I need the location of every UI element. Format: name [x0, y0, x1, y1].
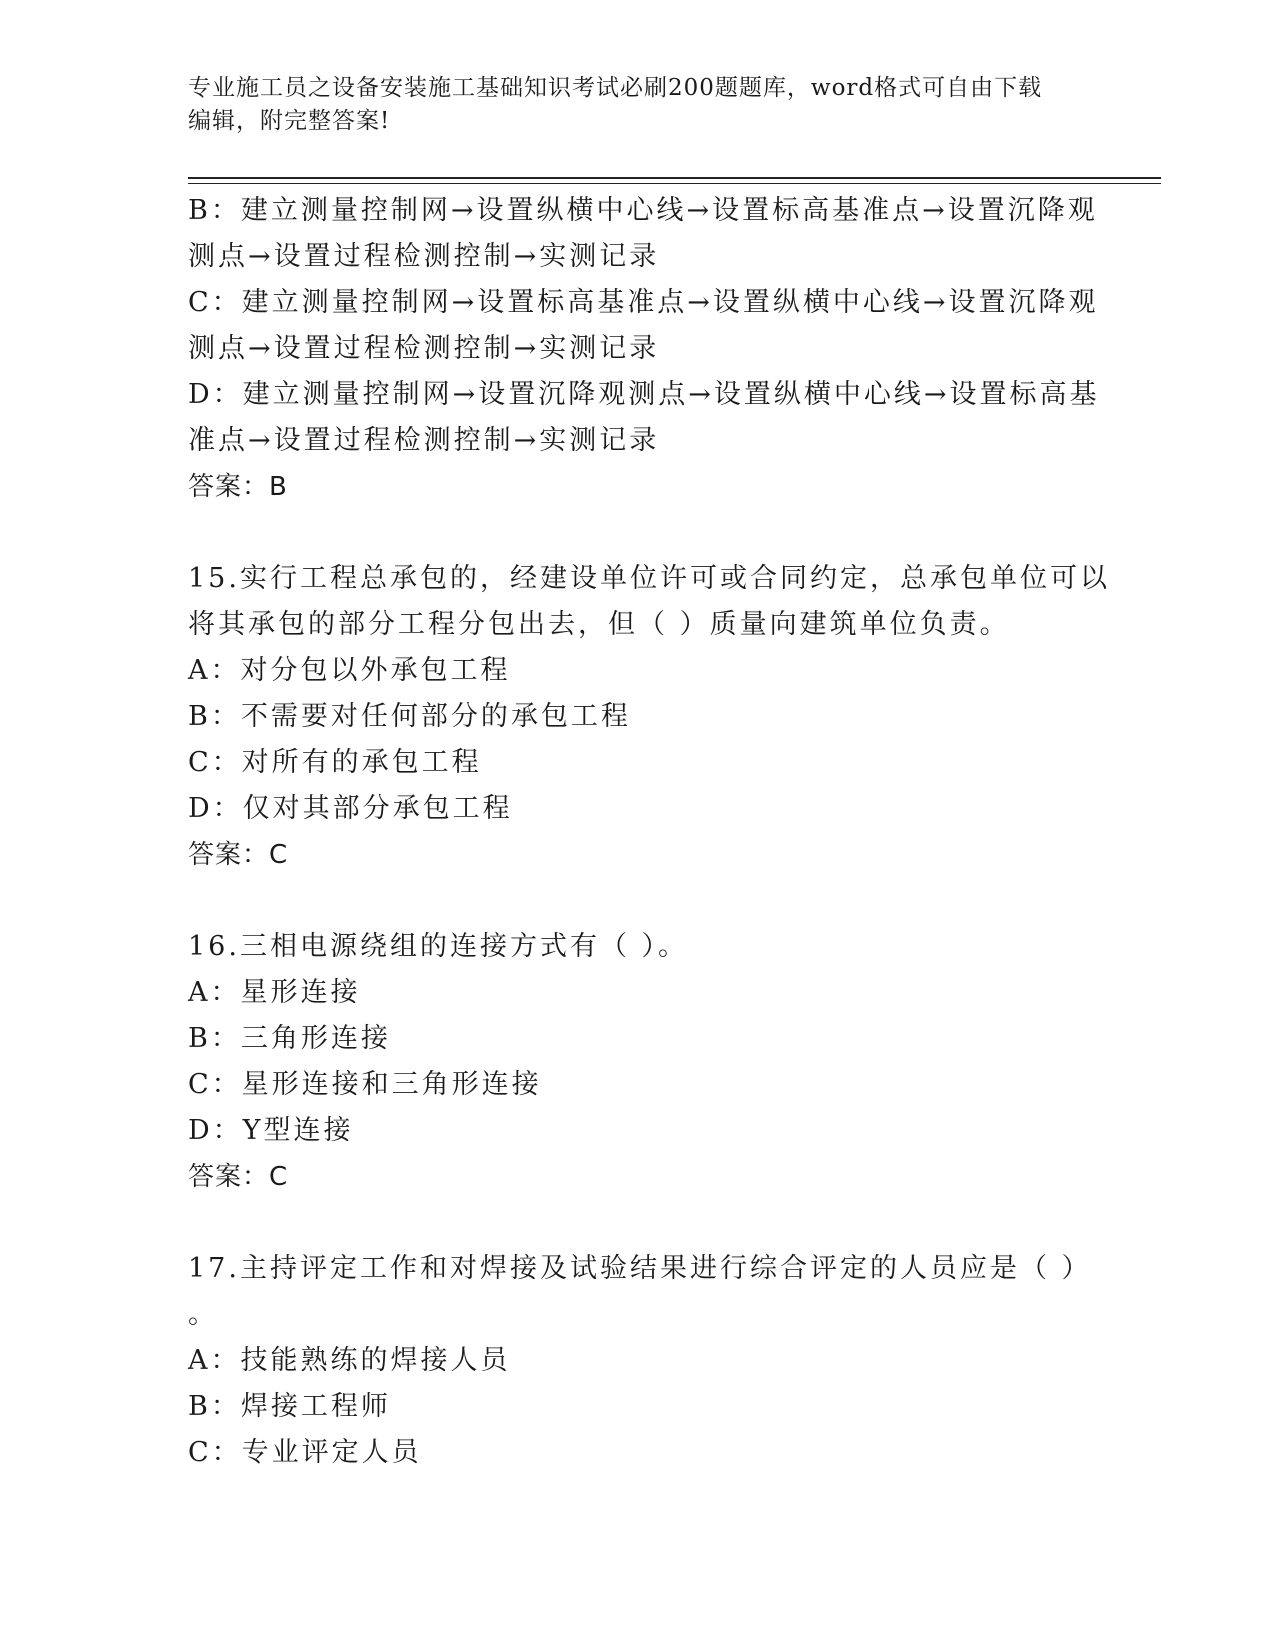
q16-option-a: A：星形连接: [188, 977, 361, 1008]
q14-option-d-line-2: 准点→设置过程检测控制→实测记录: [188, 425, 660, 456]
q15-stem-line-2: 将其承包的部分工程分包出去，但（ ）质量向建筑单位负责。: [188, 609, 1010, 640]
question-17: [188, 1246, 1092, 1476]
q17-option-b: B：焊接工程师: [188, 1391, 391, 1422]
q17-option-a: A：技能熟练的焊接人员: [188, 1345, 511, 1376]
q14-option-b-line-1: B：建立测量控制网→设置纵横中心线→设置标高基准点→设置沉降观: [188, 195, 1098, 226]
q17-option-c: C：专业评定人员: [188, 1437, 422, 1468]
q17-stem-line-2: 。: [188, 1299, 218, 1330]
q17-stem-line-1: 17.主持评定工作和对焊接及试验结果进行综合评定的人员应是（ ）: [188, 1253, 1092, 1284]
header-divider-thin: [188, 183, 1161, 184]
q16-option-c: C：星形连接和三角形连接: [188, 1069, 542, 1100]
document-body: [188, 188, 1110, 1476]
q16-stem: 16.三相电源绕组的连接方式有（ ）。: [188, 931, 689, 962]
spacer: [188, 878, 1088, 924]
question-16: [188, 924, 1088, 1200]
spacer: [188, 510, 1088, 556]
q14-option-c-line-1: C：建立测量控制网→设置标高基准点→设置纵横中心线→设置沉降观: [188, 287, 1099, 318]
q15-stem-line-1: 15.实行工程总承包的，经建设单位许可或合同约定，总承包单位可以: [188, 563, 1110, 594]
q14-answer: 答案：B: [188, 472, 288, 502]
question-14: [188, 188, 1100, 510]
spacer: [188, 1200, 1088, 1246]
q16-answer: 答案：C: [188, 1162, 289, 1192]
q15-option-a: A：对分包以外承包工程: [188, 655, 511, 686]
q15-option-c: C：对所有的承包工程: [188, 747, 482, 778]
q14-option-b-line-2: 测点→设置过程检测控制→实测记录: [188, 241, 660, 272]
q16-option-b: B：三角形连接: [188, 1023, 391, 1054]
q16-option-d: D：Y型连接: [188, 1115, 354, 1146]
q14-option-d-line-1: D：建立测量控制网→设置沉降观测点→设置纵横中心线→设置标高基: [188, 379, 1100, 410]
question-15: [188, 556, 1110, 878]
header-line-1: 专业施工员之设备安装施工基础知识考试必刷200题题库，word格式可自由下载: [188, 75, 1043, 101]
q15-answer: 答案：C: [188, 840, 289, 870]
header-line-2: 编辑，附完整答案!: [188, 108, 391, 134]
header-divider-thick: [188, 177, 1161, 179]
q14-option-c-line-2: 测点→设置过程检测控制→实测记录: [188, 333, 660, 364]
q15-option-d: D：仅对其部分承包工程: [188, 793, 513, 824]
document-header: [188, 72, 1088, 138]
q15-option-b: B：不需要对任何部分的承包工程: [188, 701, 631, 732]
